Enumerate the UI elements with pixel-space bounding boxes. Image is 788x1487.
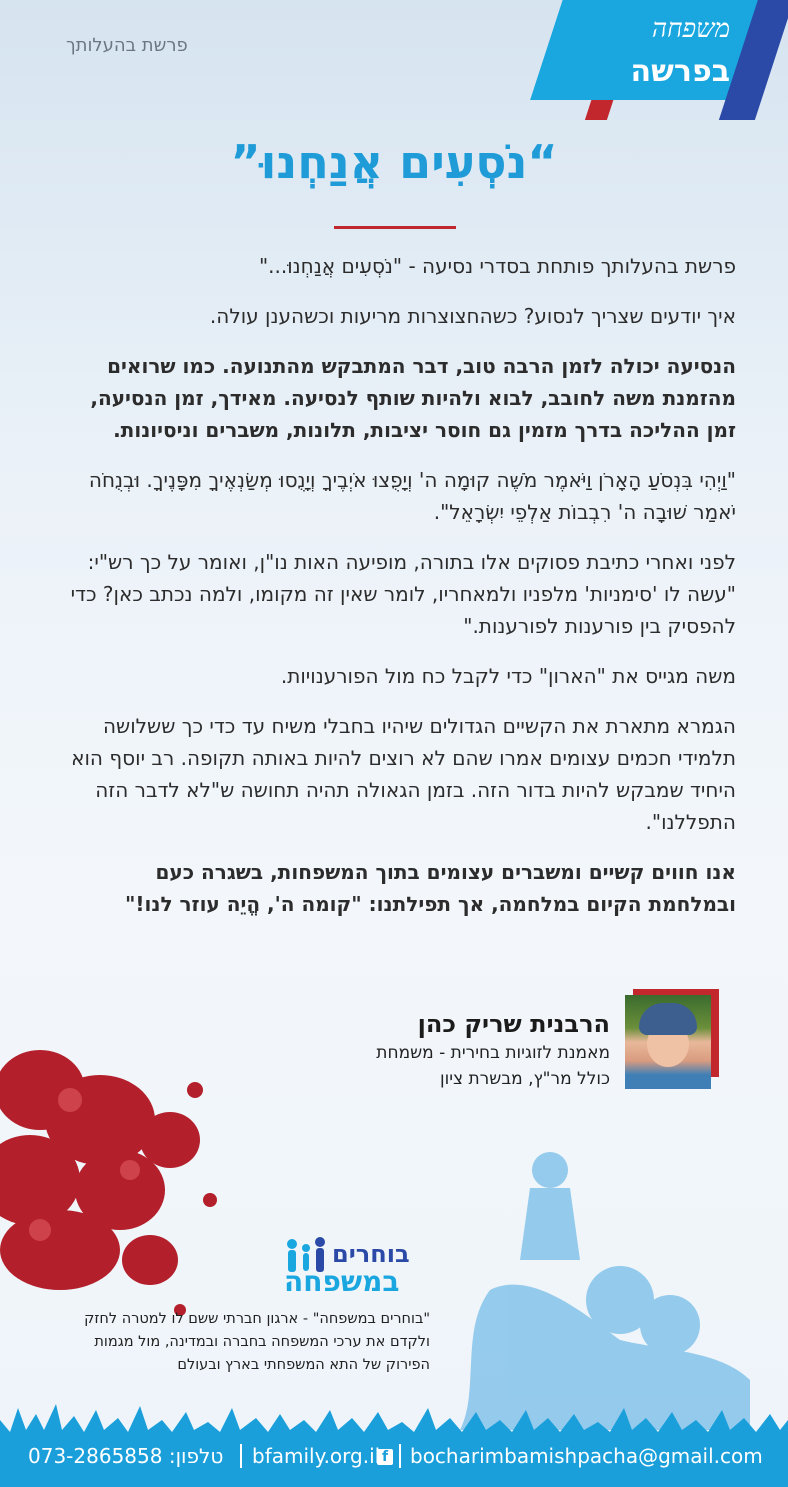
avatar-headscarf bbox=[639, 1003, 697, 1035]
tree-illustration bbox=[0, 1030, 230, 1330]
brand-badge bbox=[508, 0, 788, 120]
brand-line2: בפרשה bbox=[630, 54, 730, 89]
article-paragraph: פרשת בהעלותך פותחת בסדרי נסיעה - "נֹסְעִים אֲנַחְנוּ..." bbox=[258, 254, 736, 278]
page-title: “נֹסְעִים אֲנַחְנוּ” bbox=[230, 135, 558, 189]
author-avatar bbox=[625, 995, 711, 1089]
org-logo-line1: בוחרים bbox=[332, 1240, 410, 1268]
title-underline bbox=[334, 226, 456, 229]
article-paragraph: "וַיְהִי בִּנְסֹעַ הָאָרֹן וַיֹּאמֶר מֹשֶׁה קוּמָה ה' וְיָפֻצוּ אֹיְבֶיךָ וְיָנֻסוּ מְשַׂנְאֶיךָ מִפָּנֶיךָ. וּבְנֻחֹה יֹאמַר שׁוּבָה ה' רִבְבוֹת אַלְפֵי יִשְׂרָאֵל". bbox=[88, 468, 736, 524]
footer-phone-number: 073-2865858 bbox=[28, 1444, 163, 1468]
org-logo-line2: במשפחה bbox=[284, 1265, 400, 1298]
author-affiliation: כולל מר"ץ, מבשרת ציון bbox=[439, 1069, 610, 1089]
parasha-label: פרשת בהעלותך bbox=[66, 35, 188, 56]
article-paragraph: לפני ואחרי כתיבת פסוקים אלו בתורה, מופיעה האות נו"ן, ואומר על כך רש"י: "עשה לו 'סימניות' מלפניו ולמאחריו, לומר שאין זה מקומו, ולמה נכתב כאן? כדי להפסיק בין פורענות לפורענות." bbox=[70, 550, 736, 638]
author-role: מאמנת לזוגיות בחירית - משמחת bbox=[376, 1043, 610, 1063]
org-description: "בוחרים במשפחה" - ארגון חברתי ששם לו למטרה לחזק ולקדם את ערכי המשפחה בחברה ובמדינה, מול מגמות הפירוק של התא המשפחתי בארץ ובעולם bbox=[84, 1311, 430, 1373]
footer-email-link[interactable]: bocharimbamishpacha@gmail.com bbox=[410, 1444, 763, 1468]
article-paragraph: הגמרא מתארת את הקשיים הגדולים שיהיו בחבלי משיח עד כדי כך ששלושה תלמידי חכמים עצומים אמרו שהם לא רוצים להיות באותה תקופה. רב יוסף הוא היחיד שמבקש להיות בדור הזה. בזמן הגאולה תהיה תחושה ש"לא לדבר הזה התפללנו". bbox=[71, 714, 736, 834]
footer-website-link[interactable]: bfamily.org.il bbox=[252, 1444, 381, 1468]
facebook-icon[interactable]: f bbox=[377, 1449, 393, 1465]
footer-phone bbox=[28, 1444, 223, 1468]
article-body bbox=[70, 250, 736, 938]
footer-divider bbox=[399, 1444, 401, 1468]
family-silhouette bbox=[420, 1150, 750, 1430]
article-paragraph: איך יודעים שצריך לנסוע? כשהחצוצרות מריעות וכשהענן עולה. bbox=[209, 304, 736, 328]
footer-phone-label: טלפון: bbox=[168, 1444, 224, 1468]
article-paragraph: הנסיעה יכולה לזמן הרבה טוב, דבר המתבקש מהתנועה. כמו שרואים מהזמנת משה לחובב, לבוא ולהיות שותף לנסיעה. מאידך, זמן הנסיעה, זמן ההליכה בדרך מזמין גם חוסר יציבות, תלונות, משברים וניסיונות. bbox=[90, 354, 736, 442]
article-paragraph: משה מגייס את "הארון" כדי לקבל כח מול הפורענויות. bbox=[280, 664, 736, 688]
brand-line1: משפחה bbox=[651, 14, 730, 44]
footer-divider bbox=[240, 1444, 242, 1468]
author-name: הרבנית שריק כהן bbox=[417, 1010, 610, 1038]
article-paragraph: אנו חווים קשיים ומשברים עצומים בתוך המשפחות, בשגרה כעם ובמלחמת הקיום במלחמה, אך תפילתנו: "קומה ה', הֱיֵה עוזר לנו!" bbox=[124, 860, 736, 916]
avatar-image bbox=[625, 995, 711, 1089]
